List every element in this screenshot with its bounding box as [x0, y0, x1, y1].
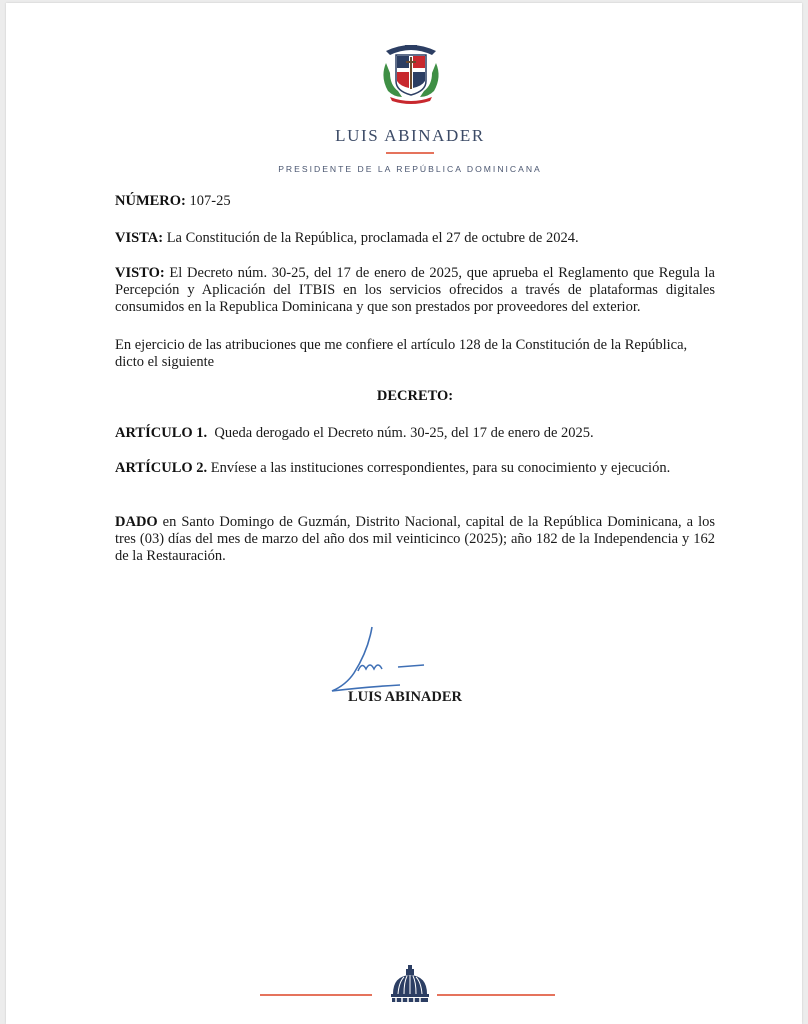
articulo-1: [115, 425, 715, 442]
numero-line: [115, 193, 715, 210]
decreto-heading-text: DECRETO:: [376, 388, 454, 404]
vista-text: La Constitución de la República, proclamada el 27 de octubre de 2024.: [163, 230, 579, 246]
header-divider: [386, 152, 434, 154]
visto-label: VISTO:: [115, 265, 165, 281]
articulo-2-text: Envíese a las instituciones correspondientes, para su conocimiento y ejecución.: [207, 460, 671, 476]
visto-text: El Decreto núm. 30-25, del 17 de enero de 2025, que aprueba el Reglamento que Regula la Percepción y Aplicación del ITBIS en los servicios ofrecidos a través de plataformas digitales consumidos en la Republica Dominicana y que son prestados por proveedores del exterior.: [115, 265, 715, 315]
coat-of-arms-icon: [378, 41, 444, 105]
header-subtitle: PRESIDENTE DE LA REPÚBLICA DOMINICANA: [278, 164, 542, 174]
header-name: LUIS ABINADER: [335, 126, 485, 145]
dado-label: DADO: [115, 514, 158, 530]
articulo-2-label: ARTÍCULO 2.: [115, 460, 208, 476]
decreto-heading: [115, 388, 715, 405]
vista-label: VISTA:: [115, 230, 164, 246]
numero-label: NÚMERO:: [115, 193, 186, 209]
articulo-2: [115, 460, 715, 477]
document-page: [6, 3, 802, 1024]
footer-rule-right: [437, 994, 555, 996]
numero-value: 107-25: [185, 193, 231, 209]
ejercicio-paragraph: En ejercicio de las atribuciones que me confiere el artículo 128 de la Constitución de la República, dicto el siguiente: [115, 337, 688, 370]
dado-paragraph: [115, 514, 715, 565]
articulo-1-text: Queda derogado el Decreto núm. 30-25, del 17 de enero de 2025.: [207, 425, 594, 441]
visto-paragraph: [115, 265, 715, 316]
articulo-1-label: ARTÍCULO 1.: [115, 425, 208, 441]
palace-dome-icon: [389, 964, 431, 1004]
dado-text: en Santo Domingo de Guzmán, Distrito Nacional, capital de la República Dominicana, a los tres (03) días del mes de marzo del año dos mil veinticinco (2025); año 182 de la Independencia y 162 de la Restauración.: [115, 514, 715, 564]
vista-paragraph: [115, 230, 715, 247]
footer-rule-left: [260, 994, 372, 996]
signatory-name: LUIS ABINADER: [348, 689, 463, 705]
